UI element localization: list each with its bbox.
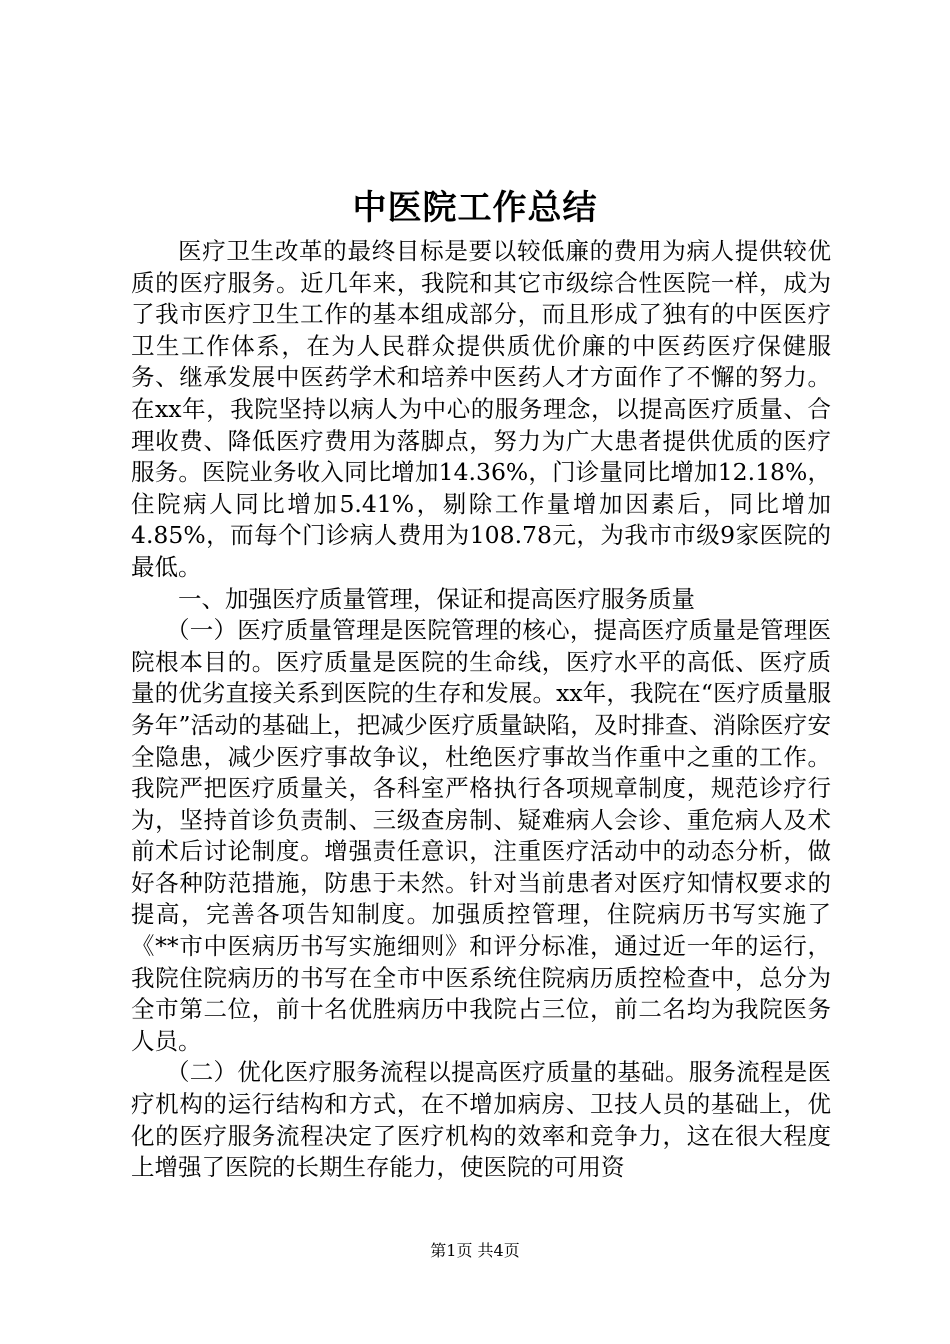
section-heading: 一、加强医疗质量管理，保证和提高医疗服务质量 (178, 584, 695, 613)
paragraph-intro: 医疗卫生改革的最终目标是要以较低廉的费用为病人提供较优质的医疗服务。近几年来，我院和其它市级综合性医院一样，成为了我市医疗卫生工作的基本组成部分，而且形成了独有的中医医疗卫生工作体系，在为人民群众提供质优价廉的中医药医疗保健服务、继承发展中医药学术和培养中医药人才方面作了不懈的努力。在xx年，我院坚持以病人为中心的服务理念，以提高医疗质量、合理收费、降低医疗费用为落脚点，努力为广大患者提供优质的医疗服务。医院业务收入同比增加14.36%，门诊量同比增加12.18%，住院病人同比增加5.41%，剔除工作量增加因素后，同比增加4.85%，而每个门诊病人费用为108.78元，为我市市级9家医院的最低。 (131, 237, 831, 581)
document-title: 中医院工作总结 (352, 188, 598, 228)
paragraph-service-process: （二）优化医疗服务流程以提高医疗质量的基础。服务流程是医疗机构的运行结构和方式，在不增加病房、卫技人员的基础上，优化的医疗服务流程决定了医疗机构的效率和竞争力，这在很大程度上增强了医院的长期生存能力，使医院的可用资 (131, 1058, 831, 1182)
page-footer: 第1页 共4页 (430, 1241, 520, 1260)
paragraph-quality-management: （一）医疗质量管理是医院管理的核心，提高医疗质量是管理医院根本目的。医疗质量是医院的生命线，医疗水平的高低、医疗质量的优劣直接关系到医院的生存和发展。xx年，我院在“医疗质量服务年”活动的基础上，把减少医疗质量缺陷，及时排查、消除医疗安全隐患，减少医疗事故争议，杜绝医疗事故当作重中之重的工作。我院严把医疗质量关，各科室严格执行各项规章制度，规范诊疗行为，坚持首诊负责制、三级查房制、疑难病人会诊、重危病人及术前术后讨论制度。增强责任意识，注重医疗活动中的动态分析，做好各种防范措施，防患于未然。针对当前患者对医疗知情权要求的提高，完善各项告知制度。加强质控管理，住院病历书写实施了《**市中医病历书写实施细则》和评分标准，通过近一年的运行，我院住院病历的书写在全市中医系统住院病历质控检查中，总分为全市第二位，前十名优胜病历中我院占三位，前二名均为我院医务人员。 (131, 616, 831, 1055)
document-body (131, 236, 831, 1184)
